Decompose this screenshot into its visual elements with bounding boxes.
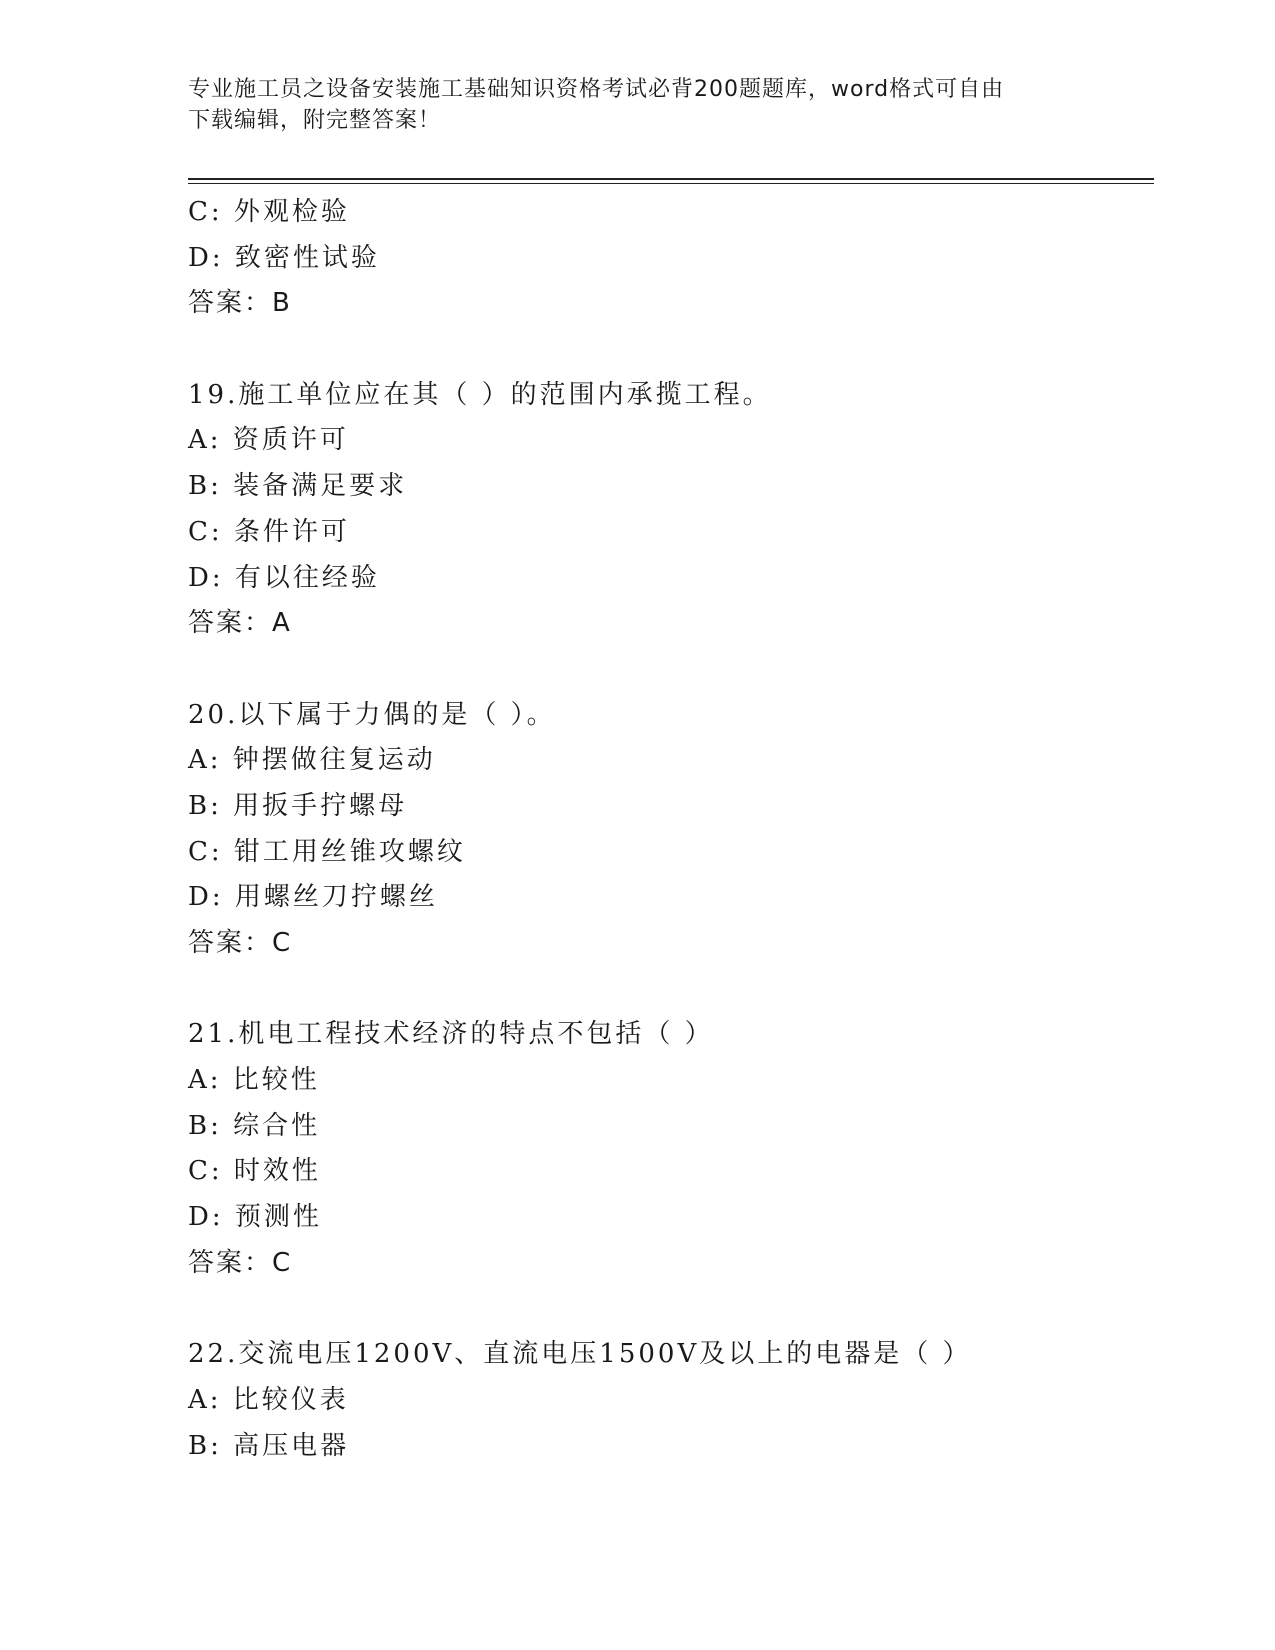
header-line-2: 下载编辑，附完整答案！ bbox=[188, 108, 442, 133]
option-c: C: 钳工用丝锥攻螺纹 bbox=[188, 836, 466, 867]
option-c: C: 条件许可 bbox=[188, 516, 350, 547]
option-a: A: 比较仪表 bbox=[188, 1384, 349, 1415]
question-text: 19.施工单位应在其（ ）的范围内承揽工程。 bbox=[188, 379, 772, 410]
option-a: A: 比较性 bbox=[188, 1065, 320, 1096]
option-d: D: 有以往经验 bbox=[188, 562, 380, 593]
option-c: C: 外观检验 bbox=[188, 197, 350, 227]
question-text: 22.交流电压1200V、直流电压1500V及以上的电器是（ ） bbox=[188, 1339, 972, 1370]
option-d: D: 预测性 bbox=[188, 1202, 322, 1233]
option-a: A: 资质许可 bbox=[188, 425, 349, 456]
answer: 答案：B bbox=[188, 288, 292, 319]
spacer bbox=[188, 327, 1154, 373]
answer: 答案：C bbox=[188, 928, 293, 958]
option-d: D: 致密性试验 bbox=[188, 242, 380, 273]
option-b: B: 装备满足要求 bbox=[188, 471, 408, 502]
header-divider-thick bbox=[188, 178, 1154, 180]
spacer bbox=[188, 1287, 1154, 1333]
question-list bbox=[188, 190, 1154, 1469]
option-d: D: 用螺丝刀拧螺丝 bbox=[188, 882, 438, 913]
option-b: B: 用扳手拧螺母 bbox=[188, 790, 408, 821]
answer: 答案：C bbox=[188, 1247, 293, 1278]
option-b: B: 综合性 bbox=[188, 1110, 321, 1141]
question-text: 20.以下属于力偶的是（ ）。 bbox=[188, 699, 556, 730]
question-text: 21.机电工程技术经济的特点不包括（ ） bbox=[188, 1019, 714, 1050]
option-a: A: 钟摆做往复运动 bbox=[188, 745, 436, 776]
spacer bbox=[188, 647, 1154, 693]
spacer bbox=[188, 967, 1154, 1013]
option-b: B: 高压电器 bbox=[188, 1430, 350, 1461]
header-line-1: 专业施工员之设备安装施工基础知识资格考试必背200题题库，word格式可自由 bbox=[188, 77, 1005, 102]
option-c: C: 时效性 bbox=[188, 1156, 321, 1187]
header-divider-thin bbox=[188, 183, 1154, 184]
answer: 答案：A bbox=[188, 608, 292, 639]
document-header bbox=[188, 74, 1068, 136]
